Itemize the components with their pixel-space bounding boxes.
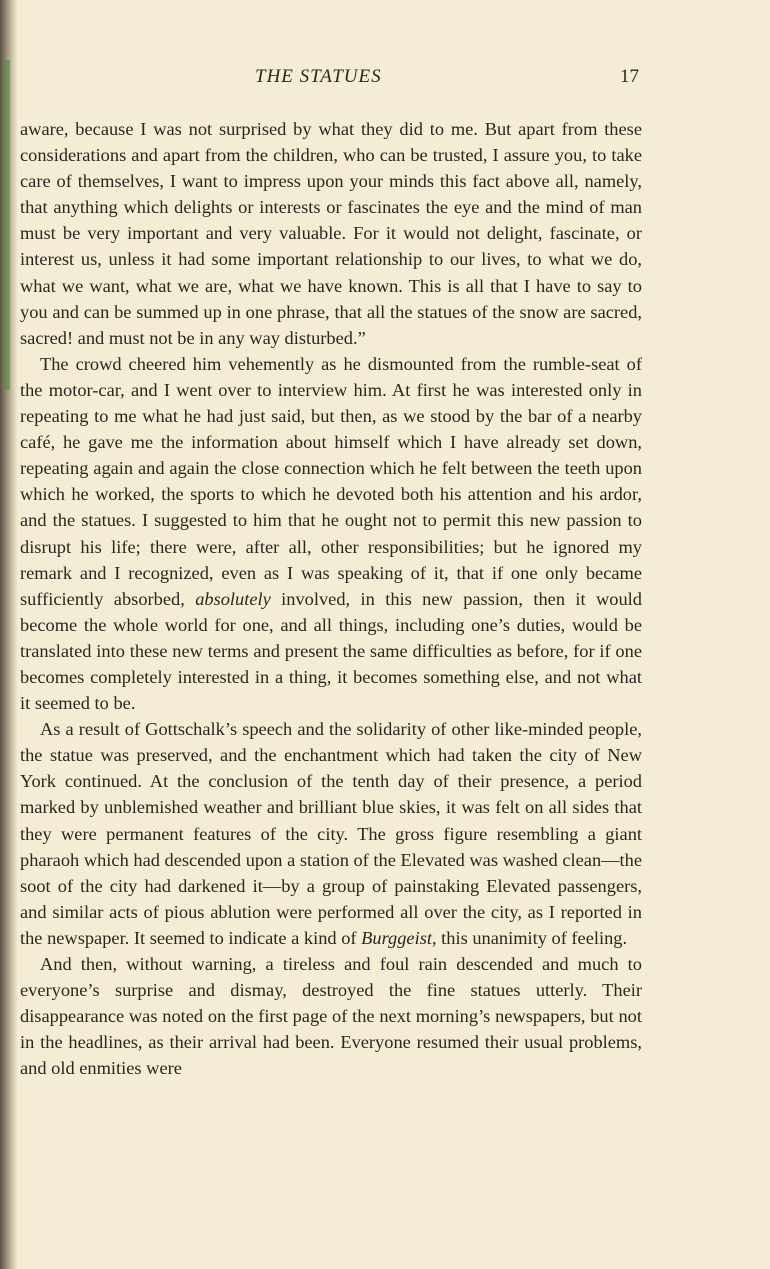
page-header <box>0 66 770 96</box>
italic-phrase: absolutely <box>195 588 271 609</box>
paragraph-text: this unanimity of feeling. <box>436 927 628 948</box>
paragraph <box>20 951 642 1081</box>
paragraph <box>20 116 642 351</box>
paragraph <box>20 716 642 951</box>
paragraph-text: aware, because I was not surprised by what they did to me. But apart from these considerations and apart from the children, who can be trusted, I assure you, to take care of themselves, I want to impress upon your minds this fact above all, namely, that anything which delights or interests or fascinates the eye and the mind of man must be very important and very valuable. For it would not delight, fascinate, or interest us, unless it had some important relationship to our lives, to what we do, what we want, what we are, what we have known. This is all that I have to say to you and can be summed up in one phrase, that all the statues of the snow are sacred, sacred! and must not be in any way disturbed.” <box>20 119 642 348</box>
paragraph-text: The crowd cheered him vehemently as he dismounted from the rumble-seat of the motor-car, and I went over to interview him. At first he was interested only in repeating to me what he had just said, but then, as we stood by the bar of a nearby café, he gave me the information about himself which I have already set down, repeating again and again the close connection which he felt between the teeth upon which he worked, the sports to which he devoted both his attention and his ardor, and the statues. I suggested to him that he ought not to permit this new passion to disrupt his life; there were, after all, other responsibilities; but he ignored my remark and I recognized, even as I was speaking of it, that if one only became sufficiently absorbed, <box>20 353 642 609</box>
paragraph-text: And then, without warning, a tireless and foul rain descended and much to everyone’s surprise and dismay, destroyed the fine statues utterly. Their disappearance was noted on the first page of the next morning’s newspapers, but not in the headlines, as their arrival had been. Everyone resumed their usual problems, and old enmities were <box>20 954 642 1079</box>
running-head: THE STATUES <box>255 66 382 87</box>
body-text <box>20 116 642 1081</box>
page-number: 17 <box>620 66 639 87</box>
paragraph <box>20 351 642 716</box>
paragraph-text: As a result of Gottschalk’s speech and the solidarity of other like-minded people, the statue was preserved, and the enchantment which had taken the city of New York continued. At the conclusion of the tenth day of their presence, a period marked by unblemished weather and brilliant blue skies, it was felt on all sides that they were permanent features of the city. The gross figure resembling a giant pharaoh which had descended upon a station of the Elevated was washed clean—the soot of the city had darkened it—by a group of painstaking Elevated passengers, and similar acts of pious ablution were performed all over the city, as I reported in the newspaper. It seemed to indicate a kind of <box>20 719 642 948</box>
page-gutter-shadow <box>0 0 18 1269</box>
page-edge-tint <box>4 60 10 390</box>
italic-phrase: Burggeist, <box>361 927 437 948</box>
paragraph-text: involved, in this new passion, then it would become the whole world for one, and all things, including one’s duties, would be translated into these new terms and present the same difficulties as before, for if one becomes completely interested in a thing, it becomes something else, and not what it seemed to be. <box>20 588 642 714</box>
